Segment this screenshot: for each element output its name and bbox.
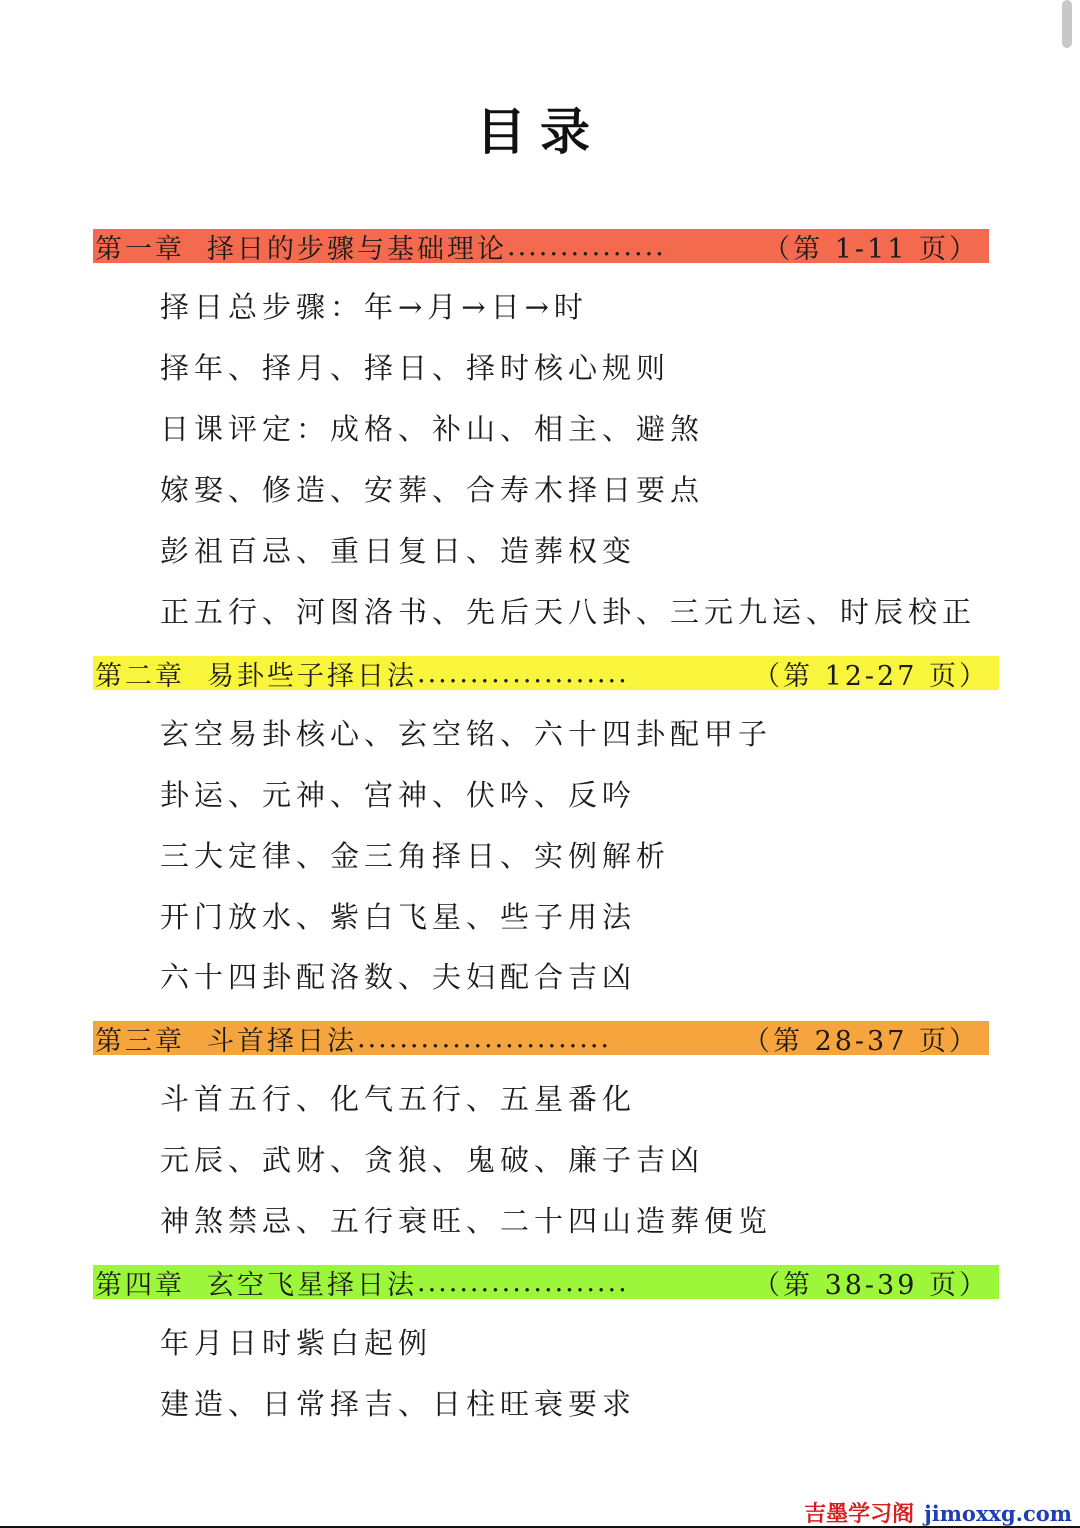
toc-item[interactable]: 卦运、元神、宫神、伏吟、反吟	[160, 778, 637, 812]
chapter-number: 第二章	[95, 660, 185, 690]
leader-dots: ...............	[507, 230, 666, 262]
toc-item[interactable]: 彭祖百忌、重日复日、造葬权变	[160, 534, 637, 568]
chapter-title: 易卦些子择日法	[207, 660, 417, 690]
toc-item[interactable]: 嫁娶、修造、安葬、合寿木择日要点	[160, 473, 705, 507]
toc-item[interactable]: 正五行、河图洛书、先后天八卦、三元九运、时辰校正	[160, 595, 977, 629]
chapter-number: 第四章	[95, 1269, 185, 1299]
toc-item[interactable]: 建造、日常择吉、日柱旺衰要求	[160, 1387, 637, 1421]
chapter-4-heading[interactable]	[93, 1265, 999, 1299]
watermark-url: jimoxxg.com	[924, 1501, 1072, 1526]
page-range: （第 1-11 页）	[763, 233, 979, 263]
leader-dots: ....................	[417, 1266, 629, 1298]
chapter-3-heading[interactable]	[93, 1021, 989, 1055]
chapter-title: 玄空飞星择日法	[207, 1269, 417, 1299]
scrollbar[interactable]	[1062, 0, 1072, 48]
toc-item[interactable]: 六十四卦配洛数、夫妇配合吉凶	[160, 960, 637, 994]
leader-dots: ........................	[357, 1022, 611, 1054]
page-range: （第 12-27 页）	[752, 660, 989, 690]
watermark	[804, 1497, 1072, 1528]
chapter-1-heading[interactable]	[93, 229, 989, 263]
chapter-2-heading[interactable]	[93, 656, 999, 690]
chapter-title: 择日的步骤与基础理论	[207, 233, 507, 263]
toc-item[interactable]: 年月日时紫白起例	[160, 1326, 433, 1360]
toc-item[interactable]: 择日总步骤：年→月→日→时	[160, 290, 588, 324]
watermark-brand: 吉墨学习阁	[804, 1502, 915, 1527]
toc-item[interactable]: 日课评定：成格、补山、相主、避煞	[160, 412, 705, 446]
leader-dots: ....................	[417, 657, 629, 689]
page-range: （第 28-37 页）	[742, 1025, 979, 1055]
chapter-number: 第一章	[95, 233, 185, 263]
page-range: （第 38-39 页）	[752, 1269, 989, 1299]
toc-item[interactable]: 开门放水、紫白飞星、些子用法	[160, 900, 637, 934]
toc-item[interactable]: 元辰、武财、贪狼、鬼破、廉子吉凶	[160, 1143, 705, 1177]
toc-item[interactable]: 择年、择月、择日、择时核心规则	[160, 351, 671, 385]
toc-item[interactable]: 三大定律、金三角择日、实例解析	[160, 839, 671, 873]
page-title: 目录	[476, 103, 604, 161]
toc-item[interactable]: 斗首五行、化气五行、五星番化	[160, 1082, 637, 1116]
toc-item[interactable]: 神煞禁忌、五行衰旺、二十四山造葬便览	[160, 1204, 773, 1238]
toc-item[interactable]: 玄空易卦核心、玄空铭、六十四卦配甲子	[160, 717, 773, 751]
chapter-title: 斗首择日法	[207, 1025, 357, 1055]
chapter-number: 第三章	[95, 1025, 185, 1055]
